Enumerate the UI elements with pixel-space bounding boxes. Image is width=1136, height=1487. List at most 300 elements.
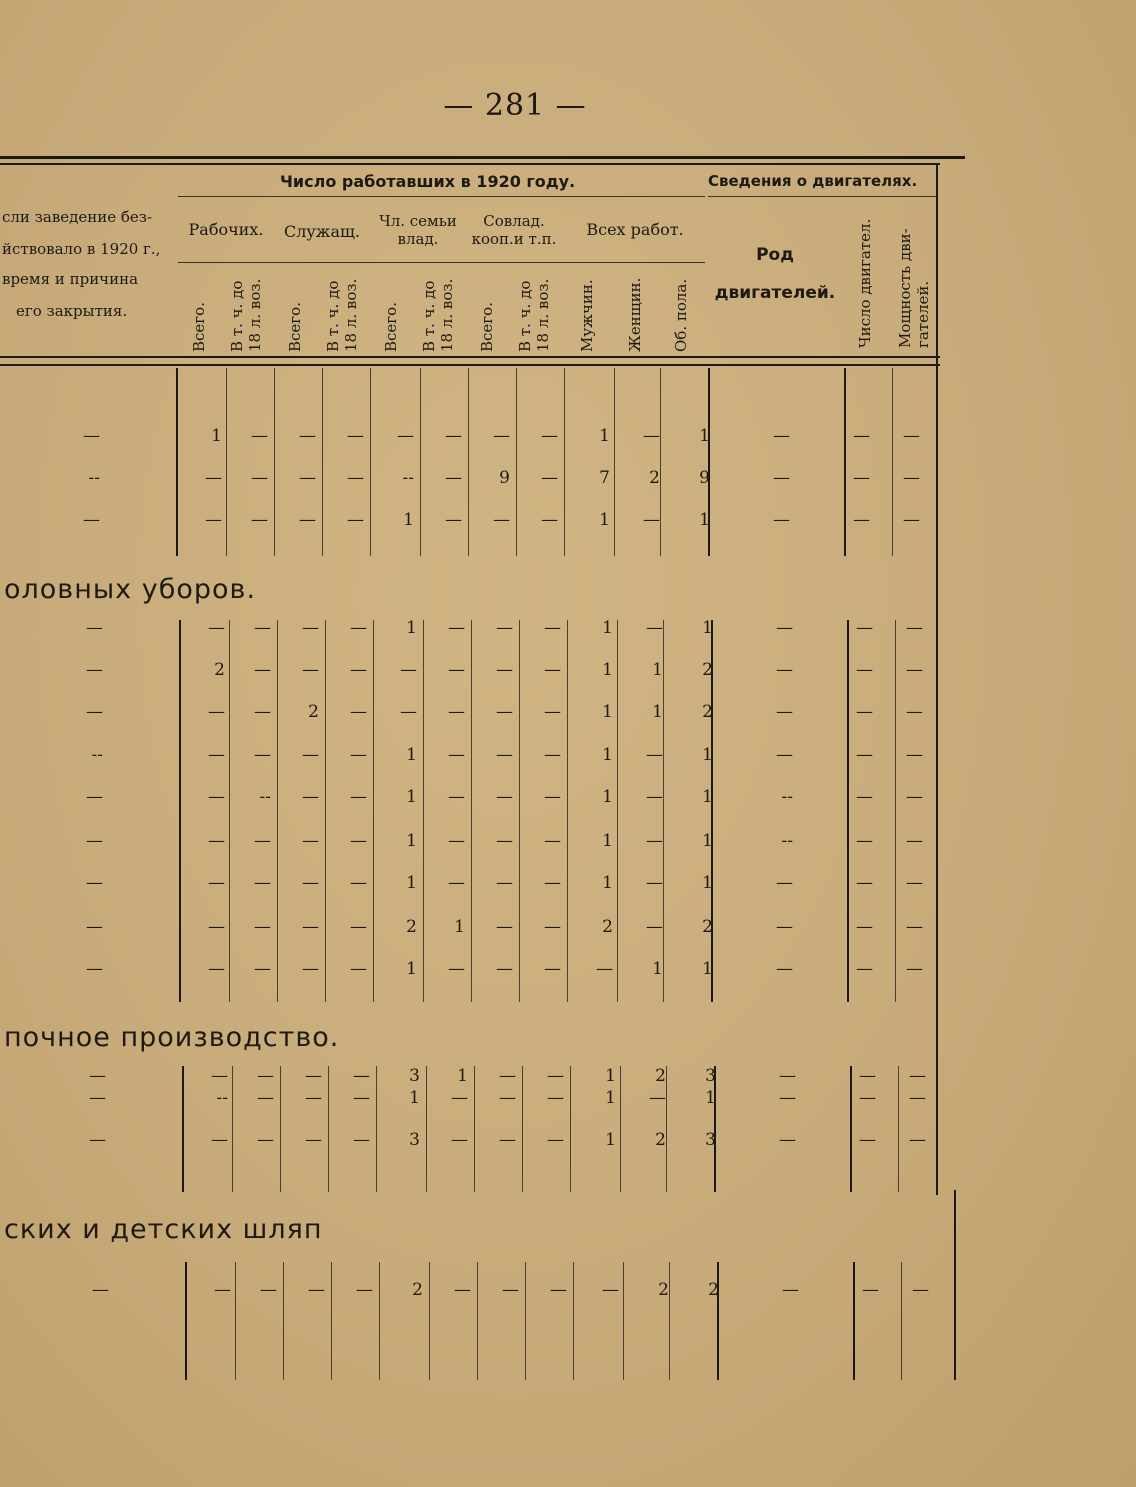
table-cell: 1	[605, 1130, 616, 1150]
table-cell: 1	[406, 873, 417, 893]
table-cell: —	[856, 831, 873, 851]
table-cell: —	[776, 873, 793, 893]
table-cell: —	[856, 618, 873, 638]
table-cell: 1	[602, 702, 613, 722]
table-cell: —	[350, 702, 367, 722]
column-rule	[280, 1066, 281, 1192]
header-rule-2	[708, 196, 936, 197]
column-rule	[373, 620, 374, 1002]
column-rule	[423, 620, 424, 1002]
table-cell: 3	[409, 1130, 420, 1150]
table-cell: --	[88, 468, 100, 488]
column-rule	[232, 1066, 233, 1192]
column-rule	[226, 368, 227, 556]
table-cell: —	[445, 468, 462, 488]
table-cell: —	[448, 873, 465, 893]
rot-family-total: Всего.	[382, 302, 400, 352]
table-cell: —	[350, 959, 367, 979]
left-header-line-2: йствовало в 1920 г.,	[2, 240, 161, 258]
table-cell: —	[353, 1088, 370, 1108]
header-bottom-rule	[0, 356, 940, 358]
rot-workers-minors: В т. ч. до 18 л. воз.	[228, 278, 264, 352]
table-cell: 1	[454, 917, 465, 937]
column-rule	[525, 1262, 526, 1380]
table-cell: 1	[602, 787, 613, 807]
table-cell: —	[208, 831, 225, 851]
column-rule	[176, 368, 178, 556]
table-cell: —	[646, 873, 663, 893]
table-cell: 1	[652, 959, 663, 979]
table-cell: —	[451, 1130, 468, 1150]
table-cell: —	[302, 745, 319, 765]
column-rule	[229, 620, 230, 1002]
column-rule	[376, 1066, 377, 1192]
table-cell: —	[859, 1130, 876, 1150]
table-cell: —	[782, 1280, 799, 1300]
table-cell: —	[856, 702, 873, 722]
table-cell: —	[544, 787, 561, 807]
table-cell: —	[776, 618, 793, 638]
column-rule	[666, 1066, 667, 1192]
table-cell: —	[646, 745, 663, 765]
column-rule	[474, 1066, 475, 1192]
table-cell: —	[208, 787, 225, 807]
table-cell: —	[776, 917, 793, 937]
table-cell: 1	[652, 660, 663, 680]
rot-partners-minors: В т. ч. до 18 л. воз.	[516, 278, 552, 352]
table-cell: —	[347, 426, 364, 446]
table-cell: —	[254, 660, 271, 680]
table-cell: —	[308, 1280, 325, 1300]
table-cell: —	[906, 618, 923, 638]
table-cell: 1	[409, 1088, 420, 1108]
left-header-line-3: время и причина	[2, 270, 139, 288]
table-cell: —	[86, 831, 103, 851]
table-cell: —	[302, 917, 319, 937]
table-cell: 1	[406, 959, 417, 979]
table-cell: 1	[699, 426, 710, 446]
table-cell: —	[544, 702, 561, 722]
table-cell: 2	[658, 1280, 669, 1300]
table-cell: —	[853, 426, 870, 446]
column-rule	[179, 620, 181, 1002]
table-cell: —	[496, 831, 513, 851]
table-cell: 2	[655, 1130, 666, 1150]
table-cell: —	[448, 959, 465, 979]
section-title-hats: оловных уборов.	[4, 574, 257, 605]
table-cell: —	[776, 660, 793, 680]
table-cell: —	[496, 917, 513, 937]
table-cell: —	[856, 745, 873, 765]
table-cell: —	[448, 787, 465, 807]
column-rule	[477, 1262, 478, 1380]
rot-workers-total: Всего.	[190, 302, 208, 352]
table-cell: —	[448, 745, 465, 765]
table-cell: 1	[403, 510, 414, 530]
table-cell: —	[499, 1088, 516, 1108]
table-cell: —	[302, 787, 319, 807]
table-cell: —	[906, 660, 923, 680]
table-cell: —	[257, 1130, 274, 1150]
left-header-line-4: его закрытия.	[16, 302, 128, 320]
table-cell: —	[544, 917, 561, 937]
table-cell: —	[350, 745, 367, 765]
page-number: — 281 —	[443, 88, 587, 123]
left-header-line-1: сли заведение без-	[2, 208, 153, 226]
column-rule	[663, 620, 664, 1002]
table-cell: 1	[652, 702, 663, 722]
table-cell: —	[496, 702, 513, 722]
table-cell: 1	[602, 831, 613, 851]
table-cell: —	[302, 873, 319, 893]
table-cell: —	[83, 510, 100, 530]
table-cell: —	[646, 831, 663, 851]
table-cell: —	[496, 745, 513, 765]
table-cell: —	[350, 787, 367, 807]
table-cell: 1	[702, 618, 713, 638]
table-cell: --	[91, 745, 103, 765]
table-cell: 2	[702, 917, 713, 937]
table-cell: —	[776, 702, 793, 722]
section-title-production: почное производство.	[4, 1022, 340, 1053]
column-rule	[277, 620, 278, 1002]
table-cell: --	[259, 787, 271, 807]
section-title-womens-hats: ских и детских шляп	[4, 1214, 323, 1245]
table-cell: —	[89, 1066, 106, 1086]
table-cell: 1	[702, 831, 713, 851]
table-cell: —	[302, 959, 319, 979]
table-cell: —	[257, 1066, 274, 1086]
table-cell: —	[299, 510, 316, 530]
table-cell: —	[912, 1280, 929, 1300]
table-cell: —	[544, 831, 561, 851]
table-cell: —	[544, 873, 561, 893]
column-rule	[623, 1262, 624, 1380]
table-cell: 1	[699, 510, 710, 530]
header-rule-3	[178, 262, 705, 263]
column-rule	[468, 368, 469, 556]
table-cell: —	[496, 959, 513, 979]
rot-men: Мужчин.	[578, 279, 596, 352]
table-cell: —	[776, 959, 793, 979]
table-cell: —	[251, 426, 268, 446]
column-rule	[567, 620, 568, 1002]
table-cell: —	[400, 660, 417, 680]
table-cell: —	[646, 917, 663, 937]
top-rule	[0, 156, 965, 159]
table-cell: —	[547, 1088, 564, 1108]
top-rule-2	[0, 163, 940, 165]
table-cell: —	[299, 426, 316, 446]
table-cell: —	[305, 1130, 322, 1150]
table-cell: —	[205, 510, 222, 530]
table-cell: —	[646, 787, 663, 807]
table-cell: —	[773, 510, 790, 530]
column-rule	[429, 1262, 430, 1380]
subgroup-workers: Рабочих.	[188, 220, 264, 239]
engine-type-header: Род двигателей.	[714, 245, 836, 303]
table-cell: —	[211, 1066, 228, 1086]
table-cell: 1	[406, 831, 417, 851]
table-cell: —	[499, 1066, 516, 1086]
table-cell: —	[254, 873, 271, 893]
table-cell: —	[205, 468, 222, 488]
table-cell: —	[454, 1280, 471, 1300]
table-cell: —	[856, 660, 873, 680]
table-cell: 1	[599, 510, 610, 530]
table-cell: —	[83, 426, 100, 446]
rot-family-minors: В т. ч. до 18 л. воз.	[420, 278, 456, 352]
column-rule	[328, 1066, 329, 1192]
table-cell: —	[86, 618, 103, 638]
column-rule	[325, 620, 326, 1002]
table-cell: 7	[599, 468, 610, 488]
column-rule	[274, 368, 275, 556]
table-cell: —	[251, 468, 268, 488]
column-rule	[283, 1262, 284, 1380]
table-cell: —	[305, 1088, 322, 1108]
table-cell: 2	[702, 660, 713, 680]
table-cell: —	[350, 660, 367, 680]
table-cell: —	[350, 831, 367, 851]
table-cell: 2	[412, 1280, 423, 1300]
table-cell: —	[779, 1066, 796, 1086]
table-cell: —	[448, 831, 465, 851]
table-cell: —	[254, 745, 271, 765]
table-cell: 1	[602, 745, 613, 765]
column-rule	[426, 1066, 427, 1192]
table-cell: —	[909, 1088, 926, 1108]
table-cell: —	[347, 468, 364, 488]
table-cell: 2	[702, 702, 713, 722]
table-cell: —	[257, 1088, 274, 1108]
table-cell: —	[856, 787, 873, 807]
table-cell: —	[550, 1280, 567, 1300]
column-rule	[331, 1262, 332, 1380]
table-cell: --	[781, 787, 793, 807]
table-cell: —	[89, 1088, 106, 1108]
table-cell: 1	[702, 787, 713, 807]
rot-employees-total: Всего.	[286, 302, 304, 352]
column-rule	[182, 1066, 184, 1192]
rot-both-sexes: Об. пола.	[672, 278, 690, 352]
table-cell: 1	[406, 787, 417, 807]
table-cell: —	[853, 510, 870, 530]
column-rule	[564, 368, 565, 556]
column-rule	[669, 1262, 670, 1380]
table-cell: 1	[211, 426, 222, 446]
column-rule	[620, 1066, 621, 1192]
table-cell: —	[448, 660, 465, 680]
table-cell: —	[208, 618, 225, 638]
table-cell: —	[856, 917, 873, 937]
table-cell: —	[448, 618, 465, 638]
table-cell: —	[302, 660, 319, 680]
table-cell: —	[86, 787, 103, 807]
table-cell: —	[541, 510, 558, 530]
table-cell: —	[541, 426, 558, 446]
table-cell: —	[544, 745, 561, 765]
column-rule	[617, 620, 618, 1002]
table-cell: 1	[457, 1066, 468, 1086]
table-cell: —	[547, 1066, 564, 1086]
right-border	[936, 165, 938, 1195]
table-cell: —	[299, 468, 316, 488]
column-rule	[573, 1262, 574, 1380]
table-cell: 3	[705, 1066, 716, 1086]
subgroup-employees: Служащ.	[283, 222, 361, 241]
column-rule	[322, 368, 323, 556]
table-cell: --	[781, 831, 793, 851]
table-cell: —	[86, 959, 103, 979]
subgroup-partners: Совлад. кооп.и т.п.	[471, 212, 557, 248]
table-cell: —	[211, 1130, 228, 1150]
column-rule	[235, 1262, 236, 1380]
rot-employees-minors: В т. ч. до 18 л. воз.	[324, 278, 360, 352]
table-cell: —	[445, 426, 462, 446]
column-rule	[185, 1262, 187, 1380]
table-cell: —	[251, 510, 268, 530]
table-cell: —	[350, 618, 367, 638]
table-cell: —	[541, 468, 558, 488]
table-cell: —	[856, 873, 873, 893]
column-rule	[570, 1066, 571, 1192]
table-cell: —	[451, 1088, 468, 1108]
table-cell: —	[853, 468, 870, 488]
table-cell: 1	[406, 745, 417, 765]
table-cell: —	[547, 1130, 564, 1150]
table-cell: —	[254, 917, 271, 937]
column-rule	[660, 368, 661, 556]
table-cell: —	[353, 1066, 370, 1086]
table-cell: 3	[705, 1130, 716, 1150]
table-cell: —	[254, 959, 271, 979]
table-cell: 1	[705, 1088, 716, 1108]
table-cell: 1	[599, 426, 610, 446]
table-cell: —	[544, 660, 561, 680]
table-cell: —	[356, 1280, 373, 1300]
table-cell: —	[859, 1066, 876, 1086]
column-rule	[370, 368, 371, 556]
table-cell: —	[305, 1066, 322, 1086]
table-cell: —	[208, 745, 225, 765]
table-cell: 1	[406, 618, 417, 638]
table-cell: —	[347, 510, 364, 530]
table-cell: —	[496, 787, 513, 807]
table-cell: 2	[214, 660, 225, 680]
table-cell: —	[214, 1280, 231, 1300]
rot-women: Женщин.	[626, 277, 644, 352]
rot-engine-count: Число двигател.	[856, 218, 874, 348]
table-cell: —	[496, 873, 513, 893]
table-cell: 9	[499, 468, 510, 488]
table-cell: —	[89, 1130, 106, 1150]
table-cell: —	[353, 1130, 370, 1150]
table-cell: —	[906, 917, 923, 937]
table-cell: —	[400, 702, 417, 722]
table-cell: 1	[602, 660, 613, 680]
column-rule	[516, 368, 517, 556]
table-cell: —	[302, 831, 319, 851]
table-cell: —	[254, 702, 271, 722]
table-cell: —	[350, 873, 367, 893]
table-cell: —	[862, 1280, 879, 1300]
table-cell: —	[502, 1280, 519, 1300]
table-cell: —	[906, 702, 923, 722]
engines-title: Сведения о двигателях.	[708, 172, 918, 190]
table-cell: —	[86, 660, 103, 680]
table-cell: 1	[605, 1066, 616, 1086]
table-cell: —	[646, 618, 663, 638]
table-cell: —	[493, 510, 510, 530]
column-rule	[471, 620, 472, 1002]
table-cell: —	[86, 917, 103, 937]
table-cell: —	[208, 702, 225, 722]
column-rule	[614, 368, 615, 556]
table-cell: —	[260, 1280, 277, 1300]
table-cell: —	[903, 468, 920, 488]
table-cell: 1	[605, 1088, 616, 1108]
table-cell: —	[906, 745, 923, 765]
table-cell: 2	[602, 917, 613, 937]
table-cell: 1	[702, 745, 713, 765]
table-cell: —	[859, 1088, 876, 1108]
table-cell: 2	[406, 917, 417, 937]
table-cell: —	[208, 873, 225, 893]
table-cell: —	[643, 510, 660, 530]
column-rule	[379, 1262, 380, 1380]
table-cell: —	[903, 426, 920, 446]
table-cell: 3	[409, 1066, 420, 1086]
table-cell: —	[445, 510, 462, 530]
table-cell: —	[643, 426, 660, 446]
table-cell: —	[773, 468, 790, 488]
table-cell: —	[302, 618, 319, 638]
table-cell: —	[602, 1280, 619, 1300]
header-bottom-rule-2	[0, 364, 940, 366]
table-cell: —	[254, 618, 271, 638]
rot-engine-power: Мощность дви-гателей.	[896, 228, 932, 348]
table-cell: —	[208, 959, 225, 979]
table-cell: —	[499, 1130, 516, 1150]
subgroup-family: Чл. семьи влад.	[379, 212, 457, 248]
column-rule	[519, 620, 520, 1002]
table-cell: 1	[602, 873, 613, 893]
table-cell: —	[906, 873, 923, 893]
table-cell: —	[909, 1130, 926, 1150]
table-cell: —	[493, 426, 510, 446]
table-cell: —	[903, 510, 920, 530]
table-cell: —	[779, 1130, 796, 1150]
table-cell: —	[208, 917, 225, 937]
table-cell: —	[92, 1280, 109, 1300]
table-cell: —	[856, 959, 873, 979]
table-cell: 1	[602, 618, 613, 638]
table-cell: —	[496, 618, 513, 638]
table-cell: —	[350, 917, 367, 937]
table-cell: 2	[655, 1066, 666, 1086]
table-cell: —	[909, 1066, 926, 1086]
subgroup-all-workers: Всех работ.	[586, 220, 684, 239]
table-cell: 1	[702, 959, 713, 979]
header-rule-1	[178, 196, 705, 197]
table-cell: —	[906, 787, 923, 807]
table-cell: 1	[702, 873, 713, 893]
table-cell: —	[773, 426, 790, 446]
table-cell: 2	[708, 1280, 719, 1300]
column-rule	[420, 368, 421, 556]
rot-partners-total: Всего.	[478, 302, 496, 352]
